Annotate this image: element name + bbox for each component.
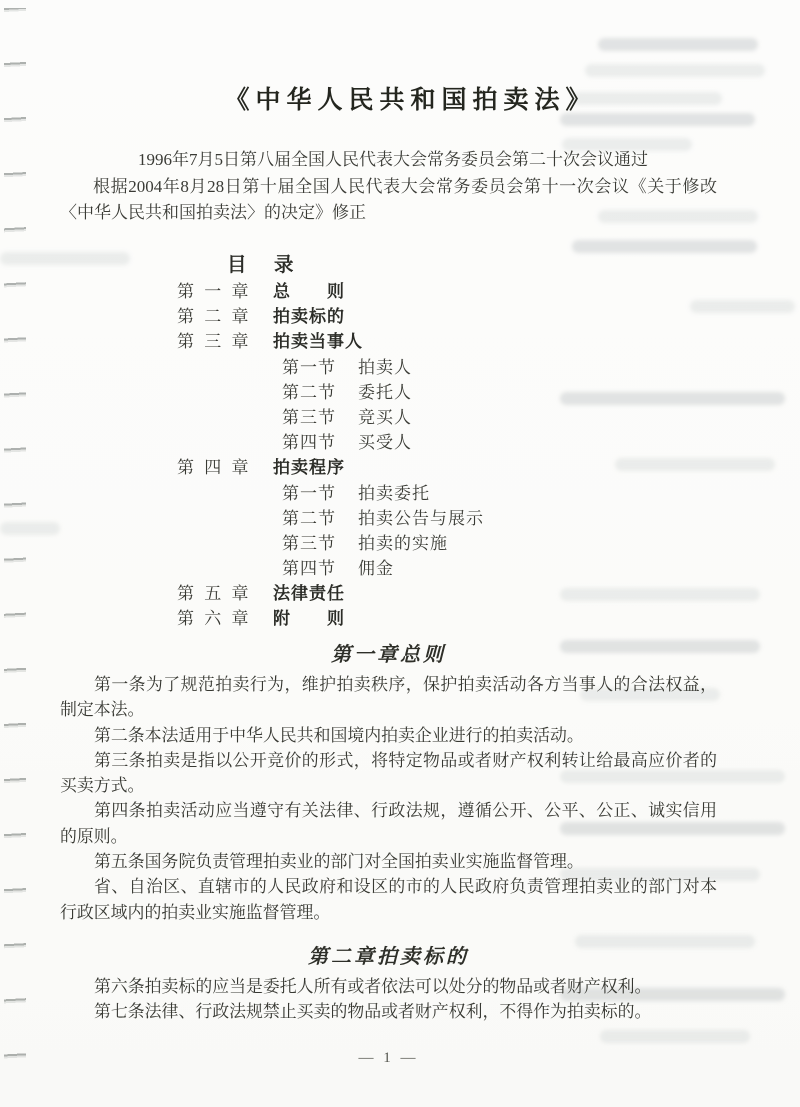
toc-section-title: 委托人	[358, 382, 412, 402]
toc-section-number: 第三节	[282, 533, 336, 553]
toc-section-row	[60, 531, 717, 556]
chapter-2-heading: 第二章拍卖标的	[308, 943, 469, 968]
toc-chapter-number: 第 三 章	[177, 332, 252, 352]
toc-section-row	[60, 556, 717, 581]
enactment-notes	[60, 147, 717, 227]
toc-section-number: 第四节	[282, 559, 336, 579]
toc-section-title: 竞买人	[358, 407, 412, 427]
chapter-1-heading: 第一章总则	[331, 642, 446, 666]
table-of-contents	[60, 279, 717, 632]
toc-chapter-number: 第 五 章	[177, 584, 252, 604]
article-3: 第三条拍卖是指以公开竞价的形式，将特定物品或者财产权利转让给最高应价者的买卖方式。	[60, 750, 717, 796]
toc-section-number: 第一节	[282, 357, 336, 377]
toc-section-number: 第二节	[282, 382, 336, 402]
toc-chapter-row	[60, 606, 717, 631]
toc-chapter-row	[60, 581, 717, 606]
law-text-body	[60, 641, 717, 1025]
toc-section-title: 拍卖公告与展示	[358, 508, 484, 528]
toc-section-title: 拍卖委托	[358, 483, 430, 503]
toc-section-number: 第三节	[282, 407, 336, 427]
toc-chapter-title: 拍卖程序	[273, 458, 345, 478]
toc-section-title: 买受人	[358, 433, 412, 453]
toc-chapter-row	[60, 304, 717, 329]
toc-section-number: 第二节	[282, 508, 336, 528]
toc-chapter-title: 拍卖当事人	[273, 332, 363, 352]
toc-chapter-title: 总 则	[273, 282, 345, 301]
toc-section-row	[60, 380, 717, 405]
toc-chapter-number: 第 四 章	[177, 458, 252, 478]
article-5: 第五条国务院负责管理拍卖业的部门对全国拍卖业实施监督管理。	[94, 852, 584, 872]
toc-section-title: 佣金	[358, 559, 394, 579]
document-title: 《中华人民共和国拍卖法》	[224, 86, 597, 114]
article-7: 第七条法律、行政法规禁止买卖的物品或者财产权利，不得作为拍卖标的。	[94, 1002, 652, 1022]
toc-section-row	[60, 506, 717, 531]
amendment-line: 根据2004年8月28日第十届全国人民代表大会常务委员会第十一次会议《关于修改〈中华人民共和国拍卖法〉的决定》修正	[60, 176, 717, 222]
article-4: 第四条拍卖活动应当遵守有关法律、行政法规，遵循公开、公平、公正、诚实信用的原则。	[60, 801, 717, 846]
toc-chapter-row	[60, 329, 717, 354]
toc-chapter-title: 拍卖标的	[273, 307, 345, 327]
page-number: — 1 —	[358, 1050, 419, 1066]
toc-section-title: 拍卖的实施	[358, 533, 448, 553]
toc-chapter-title: 附 则	[273, 609, 345, 629]
toc-chapter-number: 第 一 章	[177, 282, 252, 301]
article-2: 第二条本法适用于中华人民共和国境内拍卖企业进行的拍卖活动。	[94, 725, 584, 745]
toc-section-row	[60, 481, 717, 506]
toc-section-number: 第四节	[282, 433, 336, 453]
enactment-line: 1996年7月5日第八届全国人民代表大会常务委员会第二十次会议通过	[138, 150, 648, 169]
toc-chapter-number: 第 六 章	[177, 609, 252, 629]
toc-chapter-title: 法律责任	[273, 584, 345, 604]
toc-chapter-row	[60, 279, 717, 304]
article-1: 第一条为了规范拍卖行为，维护拍卖秩序，保护拍卖活动各方当事人的合法权益，制定本法。	[60, 675, 717, 720]
toc-chapter-row	[60, 455, 717, 480]
toc-section-title: 拍卖人	[358, 357, 412, 377]
toc-section-row	[60, 355, 717, 380]
toc-heading: 目 录	[227, 254, 298, 276]
toc-chapter-number: 第 二 章	[177, 307, 252, 327]
toc-section-row	[60, 405, 717, 430]
article-6: 第六条拍卖标的应当是委托人所有或者依法可以处分的物品或者财产权利。	[94, 976, 652, 996]
toc-section-number: 第一节	[282, 483, 336, 503]
toc-section-row	[60, 430, 717, 455]
article-5-paragraph-2: 省、自治区、直辖市的人民政府和设区的市的人民政府负责管理拍卖业的部门对本行政区域内的拍卖业实施监督管理。	[60, 877, 717, 922]
